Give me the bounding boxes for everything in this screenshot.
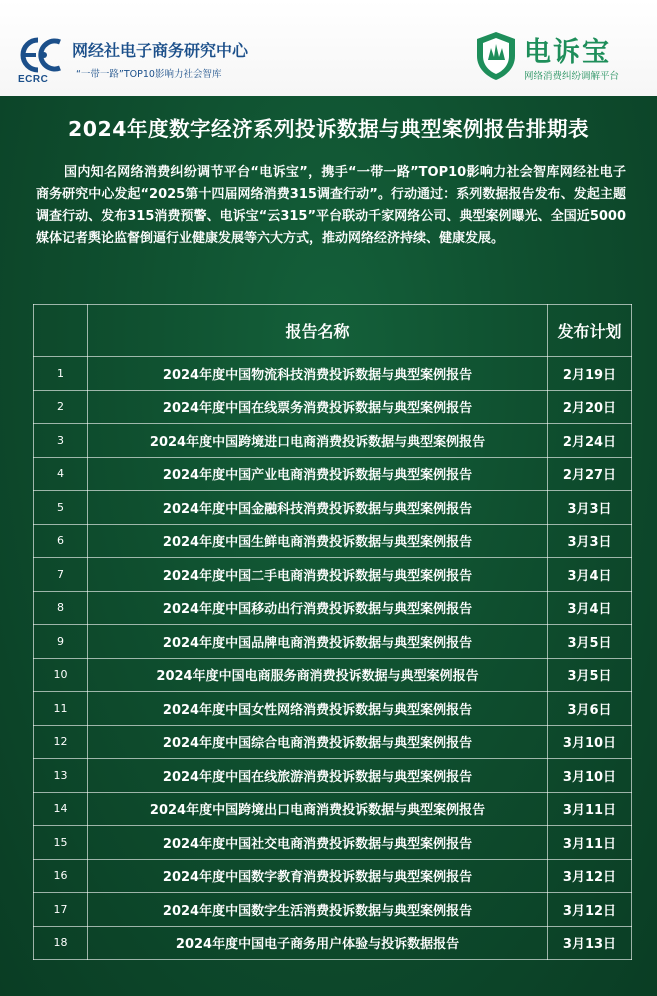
row-index: 5 [34, 491, 88, 525]
table-row [34, 524, 632, 558]
org-name: 网经社电子商务研究中心 [72, 41, 249, 60]
row-report-name: 2024年度中国数字教育消费投诉数据与典型案例报告 [88, 859, 548, 893]
row-release-date: 3月5日 [548, 625, 632, 659]
row-report-name: 2024年度中国产业电商消费投诉数据与典型案例报告 [88, 457, 548, 491]
row-release-date: 3月12日 [548, 859, 632, 893]
row-report-name: 2024年度中国在线票务消费投诉数据与典型案例报告 [88, 390, 548, 424]
row-release-date: 3月3日 [548, 524, 632, 558]
row-report-name: 2024年度中国数字生活消费投诉数据与典型案例报告 [88, 893, 548, 927]
row-report-name: 2024年度中国品牌电商消费投诉数据与典型案例报告 [88, 625, 548, 659]
row-release-date: 3月3日 [548, 491, 632, 525]
table-row [34, 390, 632, 424]
row-release-date: 3月6日 [548, 692, 632, 726]
table-row [34, 926, 632, 960]
row-release-date: 3月10日 [548, 759, 632, 793]
row-index: 4 [34, 457, 88, 491]
row-index: 13 [34, 759, 88, 793]
row-release-date: 2月27日 [548, 457, 632, 491]
row-report-name: 2024年度中国物流科技消费投诉数据与典型案例报告 [88, 357, 548, 391]
row-index: 11 [34, 692, 88, 726]
brand-subtitle: 网络消费纠纷调解平台 [524, 71, 620, 82]
row-report-name: 2024年度中国电商服务商消费投诉数据与典型案例报告 [88, 658, 548, 692]
table-row [34, 457, 632, 491]
table-header-row [34, 305, 632, 357]
row-index: 15 [34, 826, 88, 860]
table-row [34, 692, 632, 726]
table-row [34, 491, 632, 525]
row-index: 9 [34, 625, 88, 659]
table-row [34, 893, 632, 927]
row-index: 12 [34, 725, 88, 759]
table-row [34, 424, 632, 458]
row-release-date: 3月10日 [548, 725, 632, 759]
row-release-date: 3月5日 [548, 658, 632, 692]
table-body [34, 357, 632, 960]
row-index: 18 [34, 926, 88, 960]
dianshubao-logo [474, 30, 644, 86]
header-bar [0, 0, 657, 96]
row-release-date: 3月11日 [548, 792, 632, 826]
schedule-table [33, 304, 632, 960]
shield-icon [474, 30, 518, 82]
org-tagline: “一带一路”TOP10影响力社会智库 [76, 69, 222, 80]
table-row [34, 759, 632, 793]
row-index: 7 [34, 558, 88, 592]
table-row [34, 658, 632, 692]
ecrc-emblem-icon [14, 34, 70, 76]
row-report-name: 2024年度中国移动出行消费投诉数据与典型案例报告 [88, 591, 548, 625]
table-row [34, 591, 632, 625]
row-report-name: 2024年度中国电子商务用户体验与投诉数据报告 [88, 926, 548, 960]
row-release-date: 3月4日 [548, 591, 632, 625]
row-report-name: 2024年度中国金融科技消费投诉数据与典型案例报告 [88, 491, 548, 525]
row-release-date: 3月11日 [548, 826, 632, 860]
table-row [34, 558, 632, 592]
row-index: 14 [34, 792, 88, 826]
row-index: 6 [34, 524, 88, 558]
row-report-name: 2024年度中国社交电商消费投诉数据与典型案例报告 [88, 826, 548, 860]
row-release-date: 2月24日 [548, 424, 632, 458]
row-report-name: 2024年度中国女性网络消费投诉数据与典型案例报告 [88, 692, 548, 726]
table-row [34, 625, 632, 659]
table-row [34, 357, 632, 391]
table-row [34, 725, 632, 759]
row-index: 16 [34, 859, 88, 893]
row-release-date: 3月4日 [548, 558, 632, 592]
table-row [34, 792, 632, 826]
row-report-name: 2024年度中国跨境出口电商消费投诉数据与典型案例报告 [88, 792, 548, 826]
header-report-name: 报告名称 [88, 305, 548, 357]
row-report-name: 2024年度中国跨境进口电商消费投诉数据与典型案例报告 [88, 424, 548, 458]
row-index: 3 [34, 424, 88, 458]
row-index: 2 [34, 390, 88, 424]
row-report-name: 2024年度中国在线旅游消费投诉数据与典型案例报告 [88, 759, 548, 793]
row-index: 17 [34, 893, 88, 927]
row-release-date: 2月20日 [548, 390, 632, 424]
row-release-date: 2月19日 [548, 357, 632, 391]
row-report-name: 2024年度中国生鲜电商消费投诉数据与典型案例报告 [88, 524, 548, 558]
row-index: 1 [34, 357, 88, 391]
row-report-name: 2024年度中国二手电商消费投诉数据与典型案例报告 [88, 558, 548, 592]
row-report-name: 2024年度中国综合电商消费投诉数据与典型案例报告 [88, 725, 548, 759]
row-release-date: 3月12日 [548, 893, 632, 927]
page-title: 2024年度数字经济系列投诉数据与典型案例报告排期表 [67, 117, 590, 141]
header-release-plan: 发布计划 [548, 305, 632, 357]
row-release-date: 3月13日 [548, 926, 632, 960]
ecrc-logo [14, 34, 264, 90]
ecrc-abbr: ECRC [18, 74, 49, 85]
header-index [34, 305, 88, 357]
intro-paragraph: 国内知名网络消费纠纷调节平台“电诉宝”，携手“一带一路”TOP10影响力社会智库网经社电子商务研究中心发起“2025第十四届网络消费315调查行动”。行动通过：系列数据报告发布、发起主题调查行动、发布315消费预警、电诉宝“云315”平台联动千家网络公司、典型案例曝光、全国近5000媒体记者舆论监督倒逼行业健康发展等六大方式，推动网络经济持续、健康发展。 [36, 165, 626, 246]
row-index: 8 [34, 591, 88, 625]
row-index: 10 [34, 658, 88, 692]
table-row [34, 826, 632, 860]
brand-name: 电诉宝 [524, 37, 611, 68]
table-row [34, 859, 632, 893]
schedule-table-container [33, 304, 631, 960]
